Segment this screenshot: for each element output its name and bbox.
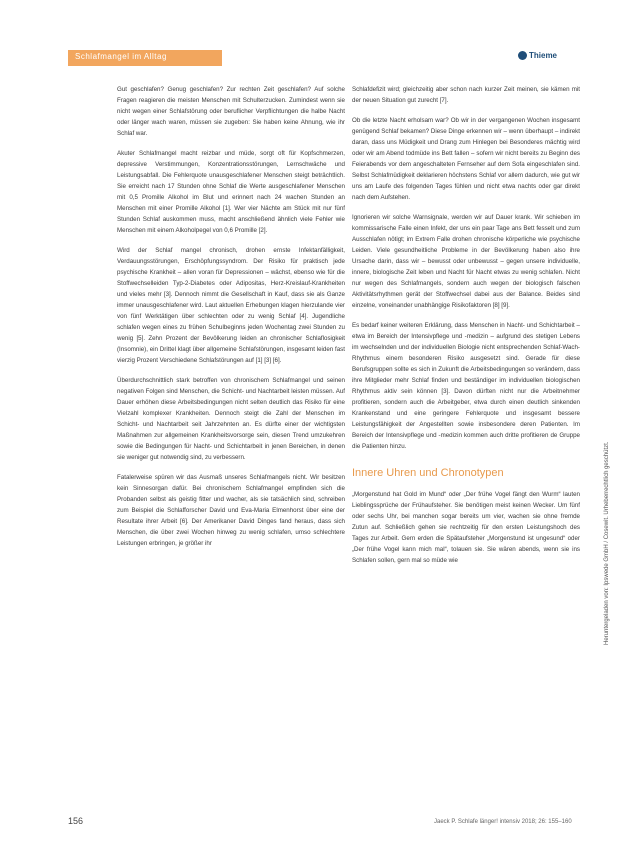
thieme-logo-icon bbox=[518, 51, 527, 60]
left-column bbox=[117, 84, 345, 558]
right-column bbox=[352, 84, 580, 575]
footer-citation: Jaeck P. Schlafe länger! intensiv 2018; 26: 155–160 bbox=[434, 819, 572, 825]
paragraph: Fatalerweise spüren wir das Ausmaß unseres Schlafmangels nicht. Wir besitzen kein Sinnesorgan dafür. Bei chronischem Schlafmangel empfinden sich die Probanden selbst als geistig fitter und wacher, als sie tatsächlich sind, schreiben zum Beispiel die Schlafforscher David und Eva-Maria Elmenhorst über eine der Resultate ihrer Arbeit [6]. Der Amerikaner David Dinges fand heraus, dass sich Menschen, die über zwei Wochen hinweg zu wenig schlafen, umso schlechtere Leistungen erbringen, je größer ihr bbox=[117, 474, 345, 547]
paragraph: Es bedarf keiner weiteren Erklärung, dass Menschen in Nacht- und Schichtarbeit – etwa im Bereich der Intensivpflege und -medizin – aufgrund des stetigen Lebens im wechselnden und der individuellen Biologie nicht entsprechenden Schlaf-Wach-Rhythmus einem besonderen Risiko ausgesetzt sind. Gerade für diese Berufsgruppen sollte es sich in Zukunft die Arbeitsbedingungen so verändern, dass ihre Mitglieder mehr Schlaf finden und beständiger im individuellen biologischen Rhythmus aktiv sein können [3]. Davon dürften nicht nur die Arbeitnehmer profitieren, sondern auch die Arbeitgeber, etwa durch einen deutlich sinkenden Krankenstand und eine geringere Fehlerquote und insgesamt bessere Leistungsfähigkeit der Angestellten sowie insbesondere deren Patienten. Im Bereich der Intensivpflege und -medizin kommen auch dritte profitieren de Gruppe die Patienten hinzu. bbox=[352, 322, 580, 450]
paragraph: „Morgenstund hat Gold im Mund“ oder „Der frühe Vogel fängt den Wurm“ lauten Lieblingssprüche der Frühaufsteher. Sie benötigen meist keinen Wecker. Um fünf oder sechs Uhr, bei manchen sogar bereits um vier, wachen sie ohne fremde Zutun auf. Schließlich gehen sie rechtzeitig für den ersten Leistungshoch des Tages zur Arbeit. Gern erden die Spätaufsteher „Morgenstund ist ungesund“ oder „Der frühe Vogel kann mich mal“, tolauen sie. Sie wären abends, wenn sie ins Schlafen sollen, gern mal so müde wie bbox=[352, 491, 580, 564]
paragraph: Gut geschlafen? Genug geschlafen? Zur rechten Zeit geschlafen? Auf solche Fragen reagieren die meisten Menschen mit Schulterzucken. Zumindest wenn sie nicht wegen einer Schlafstörung oder beruflicher Verpflichtungen die halbe Nacht oder länger wach waren, müssen sie zugeben: Sie haben keine Ahnung, wie ihr Schlaf war. bbox=[117, 86, 345, 137]
section-banner bbox=[68, 50, 222, 66]
paragraph: Überdurchschnittlich stark betroffen von chronischem Schlafmangel und seinen negativen Folgen sind Menschen, die Schicht- und Nachtarbeit leisten müssen. Auf Dauer erhöhen diese Arbeitsbedingungen nicht selten deutlich das Risiko für eine Vielzahl komplexer Krankheiten. Dennoch steigt die Zahl der Menschen im Schicht- und Nachtarbeit seit Jahrzehnten an. Es dürfte einer der wichtigsten Maßnahmen zur allgemeinen Krankheitsvorsorge sein, diesen Trend umzukehren sowie die Bedingungen für Nacht- und Schichtarbeit in jenen Bereichen, in denen sie weniger gut notwendig sind, zu verbessern. bbox=[117, 377, 345, 461]
paragraph: Akuter Schlafmangel macht reizbar und müde, sorgt oft für Kopfschmerzen, depressive Verstimmungen, Konzentrationsstörungen, Lernschwäche und Leistungsabfall. Die Fehlerquote unausgeschlafener Menschen steigt beträchtlich. Sie erreicht nach 17 Stunden ohne Schlaf die Werte ausgeschlafener Menschen mit 0,5 Promille Alkohol im Blut und erinnert nach 24 wachen Stunden an Menschen mit einer Promille Alkohol [1]. Wer vier Nächte am Stück mit nur fünf Stunden Schlaf auskommen muss, macht anschließend ähnlich viele Fehler wie Menschen mit einem Alkoholpegel von 0,6 Promille [2]. bbox=[117, 150, 345, 234]
paragraph: Ignorieren wir solche Warnsignale, werden wir auf Dauer krank. Wir schieben im kommissarische Falle einen Infekt, der uns ein paar Tage ans Bett fesselt und zum Ausschlafen nötigt; im Extrem Falle drohen chronische körperliche wie psychische Leiden. Viele gesundheitliche Probleme in der Bevölkerung haben also ihre Ursache darin, dass wir – bewusst oder unbewusst – gegen unsere individuelle, innere, biologische Zeit leben und Nacht für Nacht etwas zu wenig schlafen. Nicht nur wegen des Schlafmangels, sondern auch wegen der biologisch falschen Aktivitätsrhythmen gerät der Stoffwechsel dabei aus der Balance. Beides sind einzelne, voneinander unabhängige Risikofaktoren [8] [9]. bbox=[352, 214, 580, 309]
section-label: Schlafmangel im Alltag bbox=[75, 52, 167, 61]
paragraph: Ob die letzte Nacht erholsam war? Ob wir in der vergangenen Wochen insgesamt genügend Schlaf bekamen? Diese Dinge erkennen wir – wenn überhaupt – indirekt daran, dass uns Müdigkeit und Drang zum Hinlegen bei Besonderes mächtig wird oder wir am Abend todmüde ins Bett fallen – sofern wir nicht bereits zu Beginn des Feierabends vor dem angeschalteten Fernseher auf dem Sofa eingeschlafen sind. Selbst Schlafmüdigkeit deklarieren höchstens Schlaf vor allem dadurch, wie gut wir uns am Laufe des folgenden Tages fühlen und nicht etwa nachts oder gar direkt nach dem Aufstehen. bbox=[352, 117, 580, 201]
section-heading: Innere Uhren und Chronotypen bbox=[352, 467, 504, 479]
logo-text: Thieme bbox=[529, 51, 558, 60]
paragraph: Wird der Schlaf mangel chronisch, drohen ernste Infektanfälligkeit, Verdauungsstörungen, Erschöpfungssyndrom. Der Risiko für praktisch jede psychische Krankheit – allen voran für Depressionen – wächst, ebenso wie für die Stoffwechselleiden Typ-2-Diabetes oder Adipositas, Herz-Kreislauf-Krankheiten und vieles mehr [3]. Dennoch nimmt die Gesellschaft in Kauf, dass sie als Ganze immer unausgeschlafener wird. Laut aktuellen Erhebungen klagen hierzulande vier von fünf Werktätigen über schlechten oder zu wenig Schlaf [4]. Jugendliche schlafen wegen eines zu frühen Schulbeginns jeden Wochentag zwei Stunden zu wenig [5]. Zehn Prozent der Bevölkerung leiden an chronischer Schlaflosigkeit (Insomnie), ein Drittel klagt über allgemeine Schlafstörungen, insgesamt leiden fast vierzig Prozent Verschiedene Schlafstörungen auf [1] [3] [6]. bbox=[117, 247, 345, 364]
download-notice bbox=[604, 385, 616, 645]
thieme-logo bbox=[518, 51, 557, 60]
paragraph: Schlafdefizit wird; gleichzeitig aber schon nach kurzer Zeit meinen, sie kämen mit der neuen Situation gut zurecht [7]. bbox=[352, 86, 580, 104]
page-number: 156 bbox=[68, 816, 84, 826]
download-notice-text: Heruntergeladen von: Ipswede GmbH / Cosewit. Urheberrechtlich geschützt. bbox=[604, 441, 610, 645]
